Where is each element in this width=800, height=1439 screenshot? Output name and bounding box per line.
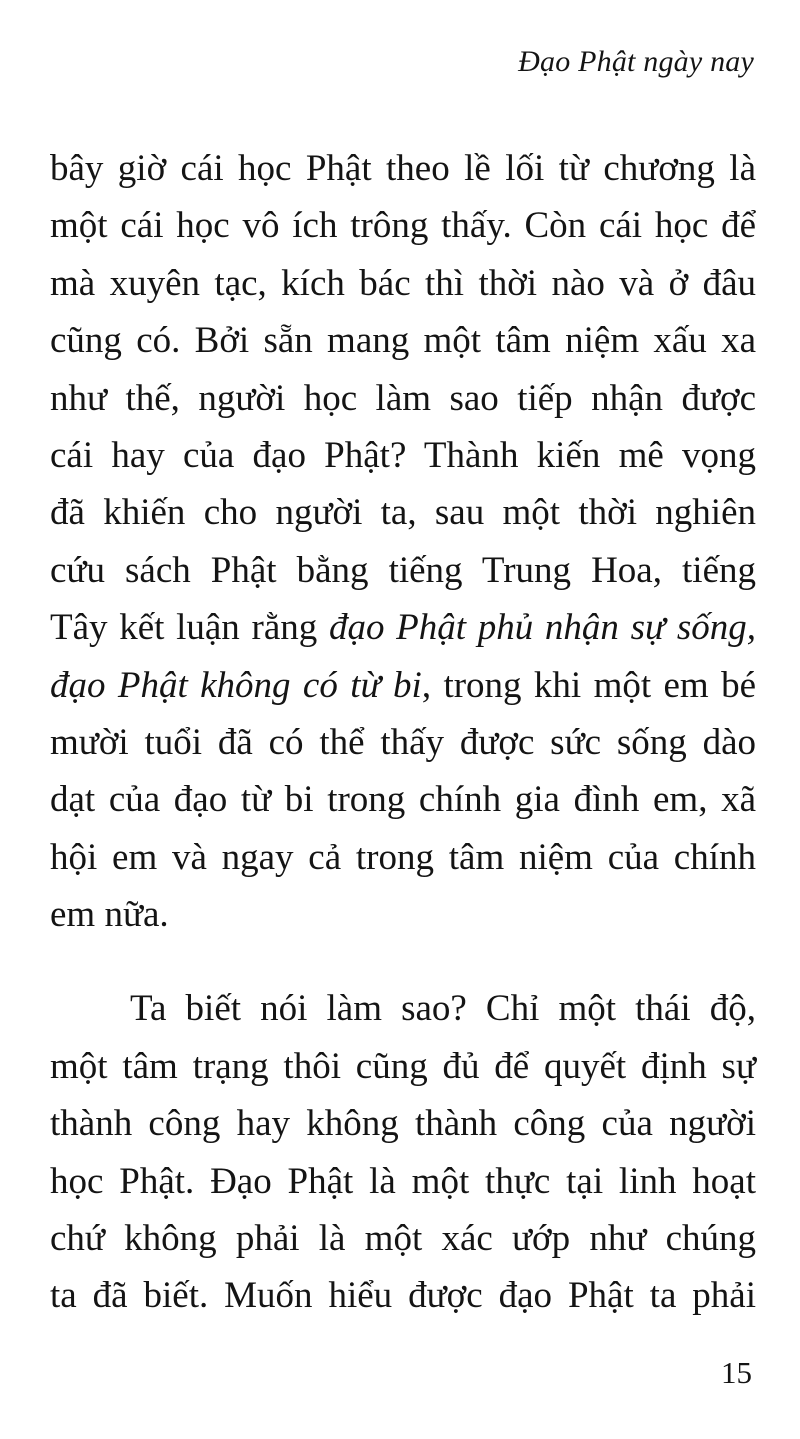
- text-line: đã khiến cho người ta, sau một thời nghiên: [50, 492, 756, 534]
- text-line: ta đã biết. Muốn hiểu được đạo Phật ta phải: [50, 1275, 756, 1317]
- text-line: một tâm trạng thôi cũng đủ để quyết định sự: [50, 1045, 756, 1087]
- text-line: [50, 599, 756, 656]
- text-line: học Phật. Đạo Phật là một thực tại linh hoạt: [50, 1160, 756, 1202]
- text-line: mười tuổi đã có thể thấy được sức sống dào: [50, 721, 756, 763]
- text-line: mà xuyên tạc, kích bác thì thời nào và ở đâu: [50, 262, 756, 304]
- body-text: [50, 140, 756, 1325]
- paragraph-1: [50, 140, 756, 943]
- italic-emphasis: đạo Phật phủ nhận sự sống,: [328, 607, 757, 649]
- paragraph-spacer: [50, 943, 756, 980]
- text-line: chứ không phải là một xác ướp như chúng: [50, 1218, 756, 1260]
- text-line: dạt của đạo từ bi trong chính gia đình em, xã: [50, 779, 756, 821]
- text-line: một cái học vô ích trông thấy. Còn cái học để: [50, 205, 756, 247]
- plain-text: , trong khi một em bé: [421, 664, 756, 706]
- text-line: như thế, người học làm sao tiếp nhận được: [50, 377, 756, 419]
- running-header: Đạo Phật ngày nay: [518, 45, 754, 78]
- text-line: [50, 657, 756, 714]
- paragraph-2: [50, 980, 756, 1324]
- text-line: Ta biết nói làm sao? Chỉ một thái độ,: [130, 988, 756, 1030]
- text-line: cứu sách Phật bằng tiếng Trung Hoa, tiếng: [50, 549, 756, 591]
- text-line: cái hay của đạo Phật? Thành kiến mê vọng: [50, 434, 756, 476]
- italic-emphasis: đạo Phật không có từ bi: [50, 664, 422, 706]
- page-number: 15: [721, 1355, 752, 1390]
- text-line: em nữa.: [50, 894, 169, 936]
- text-line: bây giờ cái học Phật theo lề lối từ chương là: [50, 148, 756, 189]
- text-line: cũng có. Bởi sẵn mang một tâm niệm xấu xa: [50, 320, 756, 362]
- plain-text: Tây kết luận rằng: [50, 607, 329, 649]
- text-line: thành công hay không thành công của người: [50, 1103, 756, 1145]
- text-line: hội em và ngay cả trong tâm niệm của chính: [50, 836, 756, 878]
